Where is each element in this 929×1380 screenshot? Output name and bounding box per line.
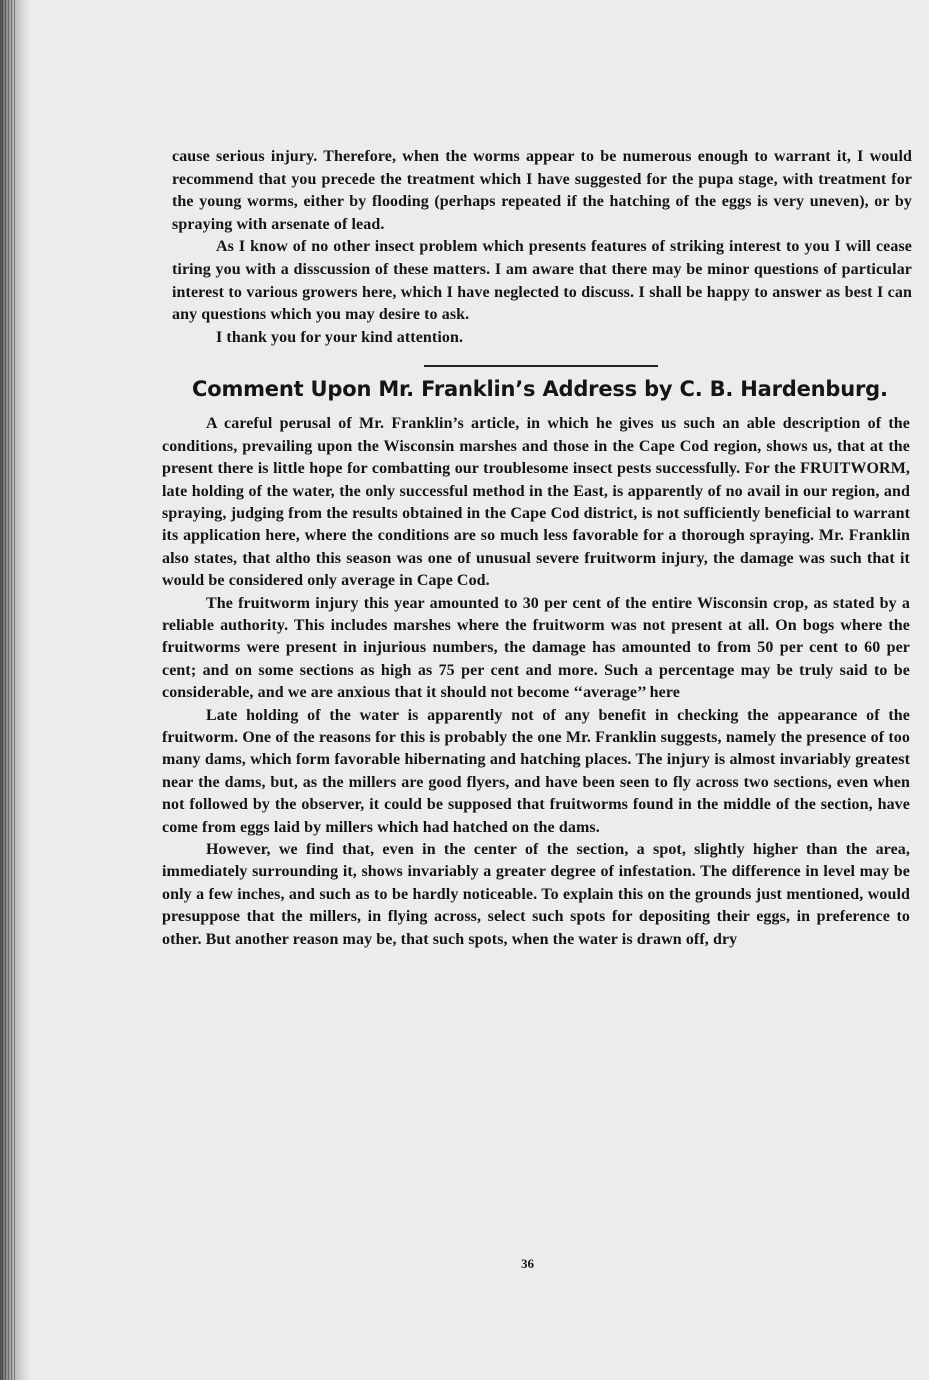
paragraph-7: However, we find that, even in the center of the section, a spot, slightly higher than the area, immediately surrounding it, shows invariably a greater degree of infestation. The difference in level may be only a few inches, and such as to be hardly noticeable. To explain this on the grounds just mentioned, would presuppose that the millers, in flying across, select such spots for depositing their eggs, in preference to other. But another reason may be, that such spots, when the water is drawn off, dry [162,841,910,948]
paragraph-1: cause serious injury. Therefore, when the worms appear to be numerous enough to warrant it, I would recommend that you precede the treatment which I have suggested for the pupa stage, with treatment for the young worms, either by flooding (perhaps repeated if the hatching of the eggs is very uneven), or by spraying with arsenate of lead. [172,148,912,233]
section-heading: Comment Upon Mr. Franklin’s Address by C. B. Hardenburg. [192,377,888,402]
binding-page-edges [2,0,16,1380]
paragraph-5: The fruitworm injury this year amounted to 30 per cent of the entire Wisconsin crop, as stated by a reliable authority. This includes marshes where the fruitworm was not present at all. On bogs where the fruitworms were present in injurious numbers, the damage has amounted to from 50 per cent to 60 per cent; and on some sections as high as 75 per cent and more. Such a percentage may be truly said to be considerable, and we are anxious that it should not become ‘‘average’’ here [162,594,910,702]
comment-section [162,413,910,951]
paragraph-6: Late holding of the water is apparently not of any benefit in checking the appearance of the fruitworm. One of the reasons for this is probably the one Mr. Franklin suggests, namely the presence of too many dams, which form favorable hibernating and hatching places. The injury is almost invariably greatest near the dams, but, as the millers are good flyers, and have been seen to fly across two sections, even when not followed by the observer, it could be supposed that fruitworms found in the middle of the section, have come from eggs laid by millers which had hatched on the dams. [162,706,910,836]
paragraph-3: I thank you for your kind attention. [216,328,464,346]
paragraph-2: As I know of no other insect problem which presents features of striking interest to you I will cease tiring you with a disscussion of these matters. I am aware that there may be minor questions of particular interest to various growers here, which I have neglected to discuss. I shall be happy to answer as best I can any questions which you may desire to ask. [172,238,912,324]
page-number: 36 [521,1256,534,1271]
section-divider [424,365,658,367]
book-binding-edge [0,0,30,1380]
page-content [162,146,912,951]
paragraph-4: A careful perusal of Mr. Franklin’s article, in which he gives us such an able description of the conditions, prevailing upon the Wisconsin marshes and those in the Cape Cod region, shows us, that at the present there is little hope for combatting our troublesome insect pests successfully. For the FRUITWORM, late holding of the water, the only successful method in the East, is apparently of no avail in our region, and spraying, judging from the results obtained in the Cape Cod district, is not sufficiently beneficial to warrant its application here, where the conditions are so much less favorable for a thorough spraying. Mr. Franklin also states, that altho this season was one of unusual severe fruitworm injury, the damage was such that it would be considered only average in Cape Cod. [162,415,910,590]
